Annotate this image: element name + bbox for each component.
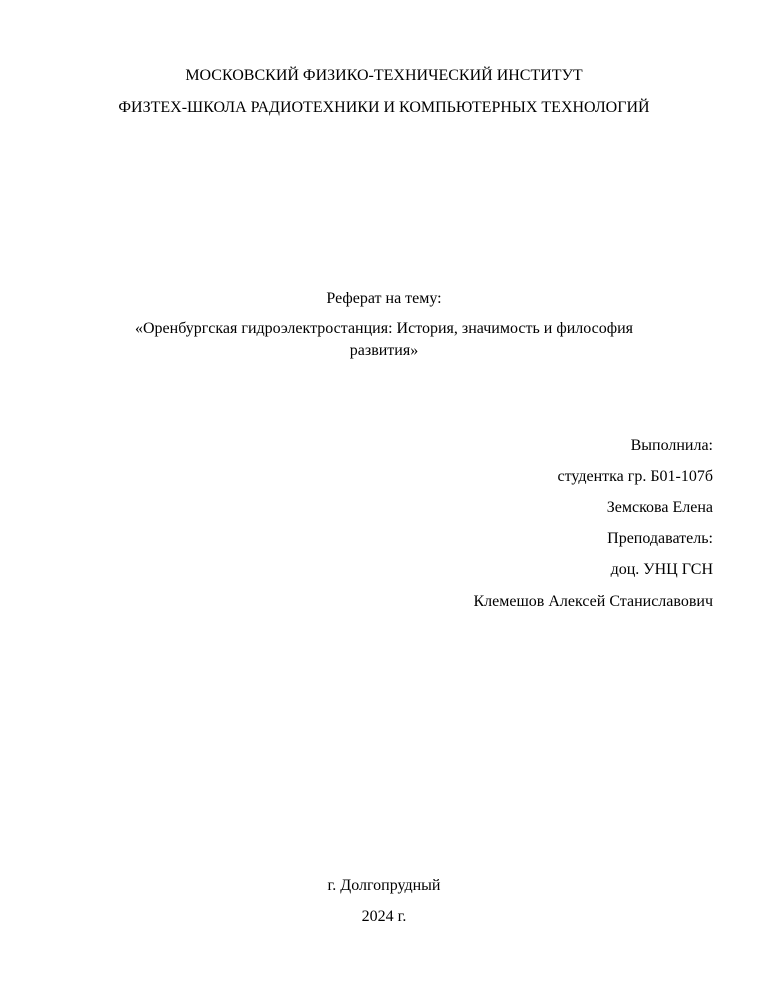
school-name: ФИЗТЕХ-ШКОЛА РАДИОТЕХНИКИ И КОМПЬЮТЕРНЫХ ТЕХНОЛОГИЙ [118,99,650,116]
teacher-position: доц. УНЦ ГСН [610,561,713,578]
teacher-name: Клемешов Алексей Станиславович [473,593,713,610]
city: г. Долгопрудный [327,877,441,894]
teacher-label: Преподаватель: [607,530,713,547]
essay-title: «Оренбургская гидроэлектростанция: История, значимость и философия развития» [134,320,634,359]
student-name: Земскова Елена [606,499,713,516]
performed-label: Выполнила: [630,437,713,454]
institute-name: МОСКОВСКИЙ ФИЗИКО-ТЕХНИЧЕСКИЙ ИНСТИТУТ [185,67,583,84]
student-group: студентка гр. Б01-107б [557,468,713,485]
year: 2024 г. [361,908,407,925]
topic-label: Реферат на тему: [326,290,442,307]
